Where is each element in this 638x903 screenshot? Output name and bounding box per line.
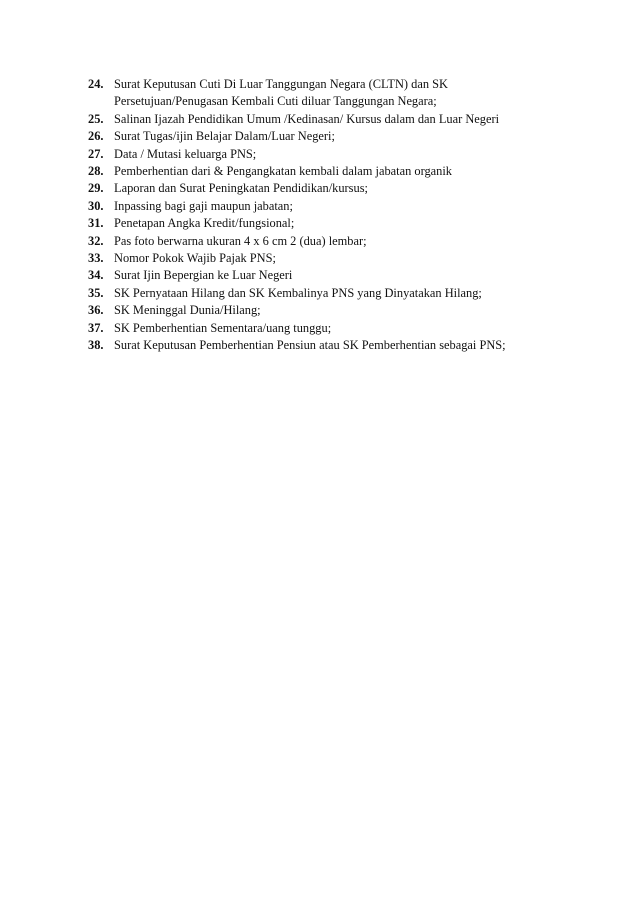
list-item-number: 31. (88, 216, 104, 231)
list-item (88, 215, 608, 232)
list-item-text: Inpassing bagi gaji maupun jabatan; (114, 198, 293, 213)
list-item-number: 26. (88, 129, 104, 144)
list-item-number: 36. (88, 303, 104, 318)
list-item-text: SK Pemberhentian Sementara/uang tunggu; (114, 320, 332, 335)
list-item-number: 25. (88, 111, 104, 126)
list-item-number: 37. (88, 320, 104, 335)
list-item-text: Surat Ijin Bepergian ke Luar Negeri (114, 268, 293, 283)
list-item (88, 76, 608, 111)
list-item (88, 180, 608, 197)
list-item (88, 302, 608, 319)
list-item-text: Surat Tugas/ijin Belajar Dalam/Luar Negeri; (114, 129, 335, 144)
document-list (88, 76, 608, 355)
list-item (88, 128, 608, 145)
list-item (88, 267, 608, 284)
list-item (88, 163, 608, 180)
list-item-text: Surat Keputusan Cuti Di Luar Tanggungan Negara (CLTN) dan SK Persetujuan/Penugasan Kembali Cuti diluar Tanggungan Negara; (114, 77, 448, 109)
list-item-text: Nomor Pokok Wajib Pajak PNS; (114, 251, 276, 266)
list-item-number: 34. (88, 268, 104, 283)
list-item-number: 38. (88, 338, 104, 353)
list-item-text: Pemberhentian dari & Pengangkatan kembali dalam jabatan organik (114, 164, 452, 179)
list-item-number: 27. (88, 146, 104, 161)
list-item-number: 35. (88, 285, 104, 300)
list-item-text: SK Pernyataan Hilang dan SK Kembalinya PNS yang Dinyatakan Hilang; (114, 285, 482, 300)
list-item-text: Penetapan Angka Kredit/fungsional; (114, 216, 295, 231)
list-item (88, 320, 608, 337)
list-item-number: 32. (88, 233, 104, 248)
list-item (88, 198, 608, 215)
list-item (88, 337, 608, 354)
list-item (88, 233, 608, 250)
list-item-number: 29. (88, 181, 104, 196)
list-item (88, 285, 608, 302)
list-item-number: 30. (88, 198, 104, 213)
list-item-number: 28. (88, 164, 104, 179)
list-item (88, 146, 608, 163)
list-item-number: 33. (88, 251, 104, 266)
list-item-number: 24. (88, 77, 104, 91)
list-item (88, 111, 608, 128)
list-item (88, 250, 608, 267)
list-item-text: Pas foto berwarna ukuran 4 x 6 cm 2 (dua) lembar; (114, 233, 367, 248)
list-item-text: Data / Mutasi keluarga PNS; (114, 146, 257, 161)
list-item-text: Surat Keputusan Pemberhentian Pensiun atau SK Pemberhentian sebagai PNS; (114, 338, 506, 353)
list-item-text: Salinan Ijazah Pendidikan Umum /Kedinasan/ Kursus dalam dan Luar Negeri (114, 111, 500, 126)
list-item-text: Laporan dan Surat Peningkatan Pendidikan/kursus; (114, 181, 368, 196)
list-item-text: SK Meninggal Dunia/Hilang; (114, 303, 261, 318)
